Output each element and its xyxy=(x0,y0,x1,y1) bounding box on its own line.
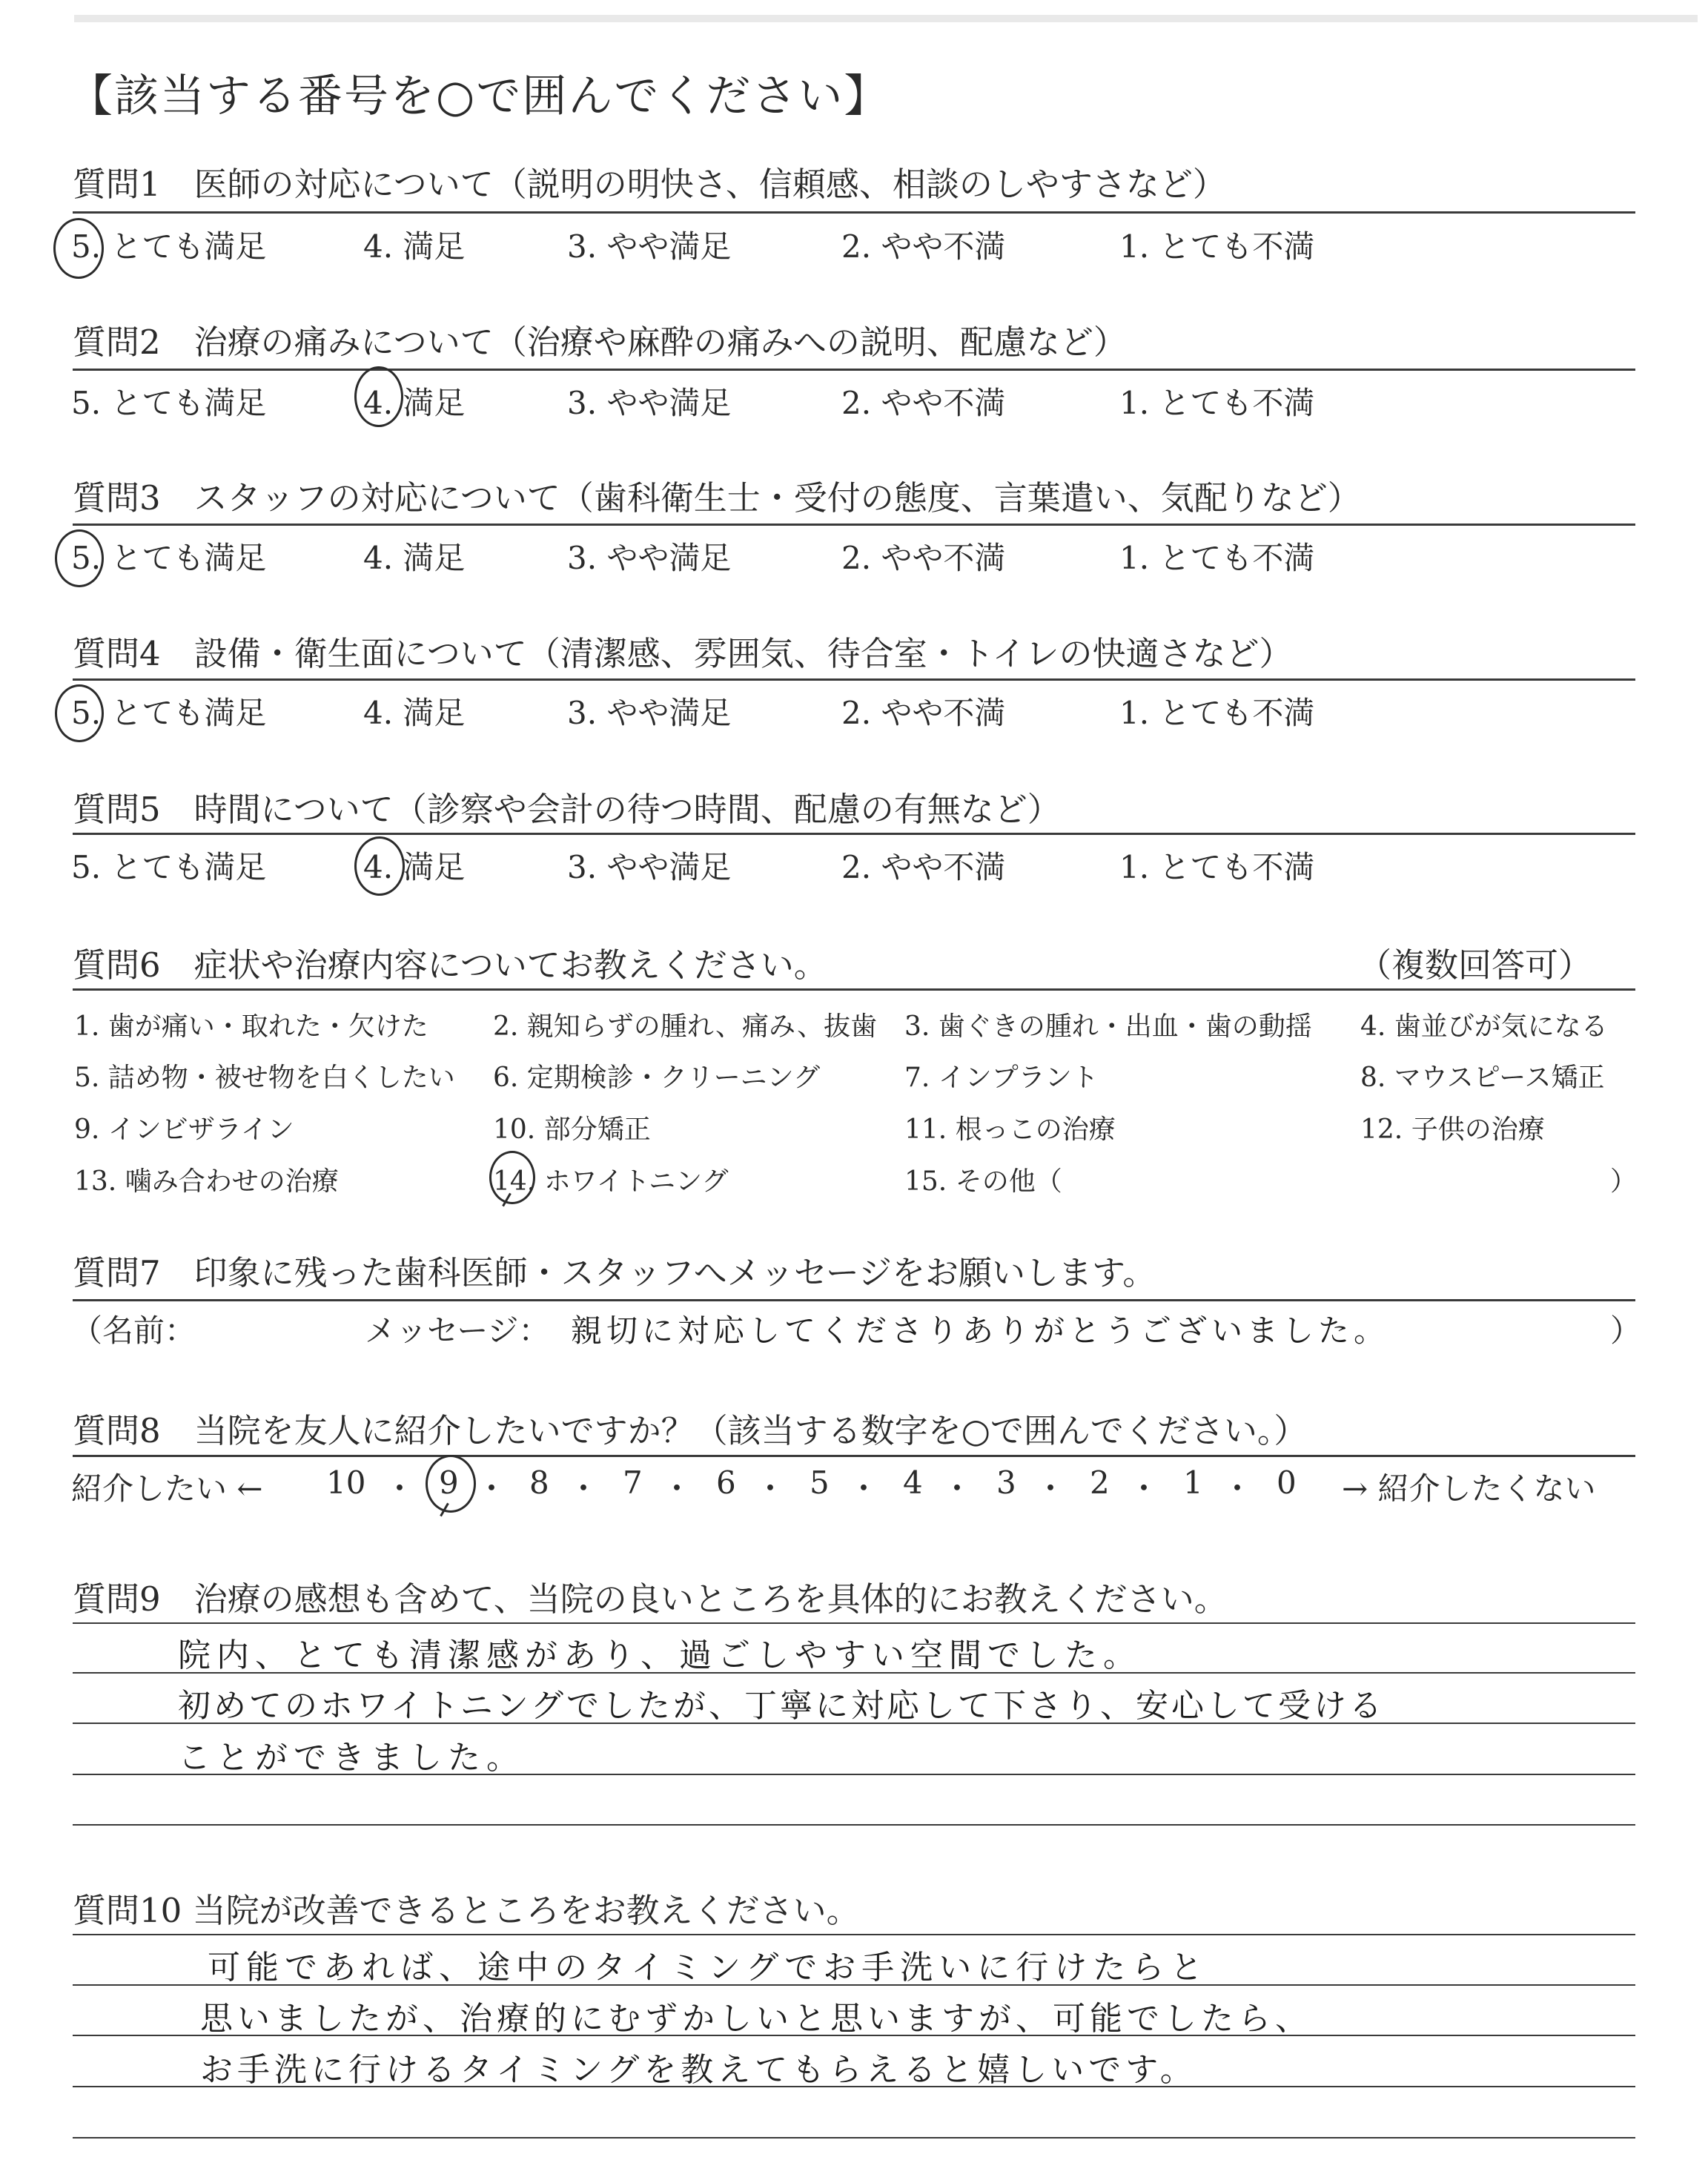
q3-option-3[interactable]: 3. やや満足 xyxy=(567,540,732,576)
question-7-rule xyxy=(73,1299,1635,1301)
q3-option-5[interactable]: 5. とても満足 xyxy=(71,540,267,576)
q8-scale-10[interactable]: 10 xyxy=(326,1464,366,1501)
q4-option-4[interactable]: 4. 満足 xyxy=(363,695,466,731)
q8-sep: ・ xyxy=(1222,1470,1254,1507)
scan-edge xyxy=(74,15,1698,22)
q3-option-2[interactable]: 2. やや不満 xyxy=(841,540,1006,576)
q8-sep: ・ xyxy=(384,1470,416,1507)
q3-option-1[interactable]: 1. とても不満 xyxy=(1119,540,1315,576)
q8-sep: ・ xyxy=(1128,1470,1160,1507)
q6-option-2[interactable]: 2. 親知らずの腫れ、痛み、抜歯 xyxy=(493,1011,878,1042)
q6-option-3[interactable]: 3. 歯ぐきの腫れ・出血・歯の動揺 xyxy=(904,1011,1312,1042)
q8-selection-circle xyxy=(426,1455,476,1513)
q8-sep: ・ xyxy=(1035,1470,1067,1507)
q4-option-1[interactable]: 1. とても不満 xyxy=(1119,695,1315,731)
q6-selection-circle xyxy=(489,1151,535,1204)
q6-option-1[interactable]: 1. 歯が痛い・取れた・欠けた xyxy=(74,1011,428,1042)
question-5-title: 質問5 時間について（診察や会計の待つ時間、配慮の有無など） xyxy=(73,790,1061,829)
q6-option-12[interactable]: 12. 子供の治療 xyxy=(1360,1114,1545,1145)
q8-scale-6[interactable]: 6 xyxy=(716,1464,736,1501)
page-heading: 【該当する番号を○で囲んでください】 xyxy=(68,70,890,122)
q4-option-2[interactable]: 2. やや不満 xyxy=(841,695,1006,731)
q1-option-4[interactable]: 4. 満足 xyxy=(363,228,466,265)
q5-option-4[interactable]: 4. 満足 xyxy=(363,849,466,885)
q7-close-paren: ） xyxy=(1610,1312,1642,1349)
question-2-rule xyxy=(73,369,1635,371)
q6-option-15[interactable]: 15. その他（ xyxy=(904,1166,1062,1197)
q8-sep: ・ xyxy=(568,1470,600,1507)
q8-scale-1[interactable]: 1 xyxy=(1183,1464,1203,1501)
q8-sep: ・ xyxy=(755,1470,787,1507)
q5-option-2[interactable]: 2. やや不満 xyxy=(841,849,1006,885)
q7-message-handwritten[interactable]: 親切に対応してくださりありがとうございました。 xyxy=(571,1312,1390,1349)
question-10-title: 質問10 当院が改善できるところをお教えください。 xyxy=(73,1891,860,1930)
q4-option-5[interactable]: 5. とても満足 xyxy=(71,695,267,731)
q8-scale-0[interactable]: 0 xyxy=(1277,1464,1297,1501)
q2-option-5[interactable]: 5. とても満足 xyxy=(71,385,267,421)
question-6-title: 質問6 症状や治療内容についてお教えください。 xyxy=(73,945,827,985)
q8-left-label: 紹介したい ← xyxy=(71,1470,263,1507)
q6-option-14[interactable]: 14. ホワイトニング xyxy=(493,1166,729,1197)
q8-sep: ・ xyxy=(848,1470,880,1507)
q10-answer-line-2[interactable]: 思いましたが、治療的にむずかしいと思いますが、可能でしたら、 xyxy=(200,2000,1312,2038)
q8-scale-3[interactable]: 3 xyxy=(996,1464,1016,1501)
q8-scale-7[interactable]: 7 xyxy=(623,1464,643,1501)
q6-option-9[interactable]: 9. インビザライン xyxy=(74,1114,294,1145)
question-1-rule xyxy=(73,211,1635,214)
q6-option-6[interactable]: 6. 定期検診・クリーニング xyxy=(493,1063,821,1093)
q7-name-label: （名前： xyxy=(71,1312,196,1349)
q4-selection-circle xyxy=(55,684,104,742)
q6-option-13[interactable]: 13. 噛み合わせの治療 xyxy=(74,1166,339,1197)
q8-scale-9[interactable]: 9 xyxy=(439,1464,459,1501)
q2-option-1[interactable]: 1. とても不満 xyxy=(1119,385,1315,421)
question-4-title: 質問4 設備・衛生面について（清潔感、雰囲気、待合室・トイレの快適さなど） xyxy=(73,634,1293,673)
q10-line-rule xyxy=(73,1934,1635,1935)
q6-option-10[interactable]: 10. 部分矯正 xyxy=(493,1114,651,1145)
q1-option-3[interactable]: 3. やや満足 xyxy=(567,228,732,265)
question-9-title: 質問9 治療の感想も含めて、当院の良いところを具体的にお教えください。 xyxy=(73,1579,1228,1619)
q10-answer-line-1[interactable]: 可能であれば、途中のタイミングでお手洗いに行けたらと xyxy=(208,1949,1209,1986)
question-6-rule xyxy=(73,988,1635,991)
q2-option-4[interactable]: 4. 満足 xyxy=(363,385,466,421)
question-8-title: 質問8 当院を友人に紹介したいですか？（該当する数字を○で囲んでください。） xyxy=(73,1411,1308,1450)
q10-answer-line-3[interactable]: お手洗に行けるタイミングを教えてもらえると嬉しいです。 xyxy=(200,2051,1197,2089)
q2-option-3[interactable]: 3. やや満足 xyxy=(567,385,732,421)
q5-option-3[interactable]: 3. やや満足 xyxy=(567,849,732,885)
q6-close-paren: ） xyxy=(1610,1166,1638,1197)
q2-option-2[interactable]: 2. やや不満 xyxy=(841,385,1006,421)
q8-scale-2[interactable]: 2 xyxy=(1090,1464,1110,1501)
q8-sep: ・ xyxy=(941,1470,973,1507)
q8-scale-4[interactable]: 4 xyxy=(903,1464,923,1501)
q9-line-rule xyxy=(73,1824,1635,1826)
q9-answer-line-2[interactable]: 初めてのホワイトニングでしたが、丁寧に対応して下さり、安心して受ける xyxy=(178,1687,1386,1725)
q5-option-1[interactable]: 1. とても不満 xyxy=(1119,849,1315,885)
q9-line-rule xyxy=(73,1622,1635,1624)
question-8-rule xyxy=(73,1455,1635,1457)
question-2-title: 質問2 治療の痛みについて（治療や麻酔の痛みへの説明、配慮など） xyxy=(73,323,1127,362)
question-1-title: 質問1 医師の対応について（説明の明快さ、信頼感、相談のしやすさなど） xyxy=(73,165,1226,204)
q1-selection-circle xyxy=(53,218,104,279)
q6-option-4[interactable]: 4. 歯並びが気になる xyxy=(1360,1011,1608,1042)
q6-option-5[interactable]: 5. 詰め物・被せ物を白くしたい xyxy=(74,1063,455,1093)
q9-answer-line-1[interactable]: 院内、とても清潔感があり、過ごしやすい空間でした。 xyxy=(178,1636,1142,1674)
q3-selection-circle xyxy=(55,529,104,587)
q5-option-5[interactable]: 5. とても満足 xyxy=(71,849,267,885)
q7-message-label: メッセージ： xyxy=(365,1312,550,1349)
question-7-title: 質問7 印象に残った歯科医師・スタッフへメッセージをお願いします。 xyxy=(73,1253,1156,1292)
q8-right-label: → 紹介したくない xyxy=(1342,1470,1596,1507)
question-5-rule xyxy=(73,833,1635,835)
question-6-note: （複数回答可） xyxy=(1358,945,1592,985)
q8-sep: ・ xyxy=(661,1470,693,1507)
q6-option-7[interactable]: 7. インプラント xyxy=(904,1063,1099,1093)
q8-scale-5[interactable]: 5 xyxy=(810,1464,830,1501)
q1-option-1[interactable]: 1. とても不満 xyxy=(1119,228,1315,265)
q6-option-8[interactable]: 8. マウスピース矯正 xyxy=(1360,1063,1605,1093)
question-3-title: 質問3 スタッフの対応について（歯科衛生士・受付の態度、言葉遣い、気配りなど） xyxy=(73,478,1361,518)
question-4-rule xyxy=(73,678,1635,681)
question-3-rule xyxy=(73,524,1635,526)
q8-sep: ・ xyxy=(476,1470,508,1507)
q10-line-rule xyxy=(73,2137,1635,2138)
q1-option-5[interactable]: 5. とても満足 xyxy=(71,228,267,265)
q6-option-11[interactable]: 11. 根っこの治療 xyxy=(904,1114,1116,1145)
q2-selection-circle xyxy=(354,366,403,427)
q4-option-3[interactable]: 3. やや満足 xyxy=(567,695,732,731)
q3-option-4[interactable]: 4. 満足 xyxy=(363,540,466,576)
q1-option-2[interactable]: 2. やや不満 xyxy=(841,228,1006,265)
q9-answer-line-3[interactable]: ことができました。 xyxy=(178,1739,525,1777)
q8-scale-8[interactable]: 8 xyxy=(529,1464,549,1501)
q5-selection-circle xyxy=(354,836,405,896)
